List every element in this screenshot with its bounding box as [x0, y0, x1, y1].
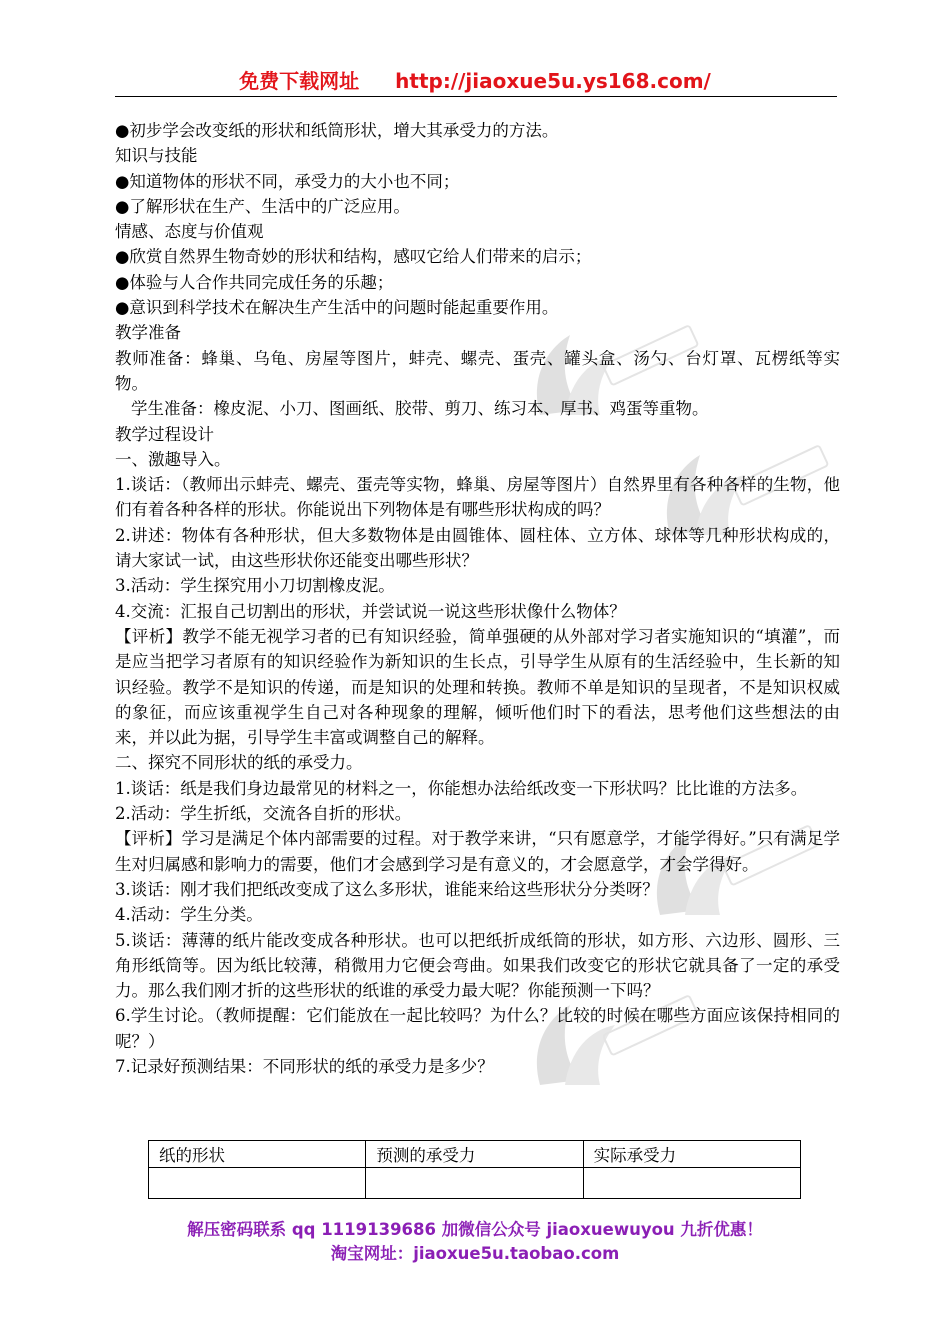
prediction-table	[148, 1140, 801, 1199]
header-banner	[115, 68, 835, 94]
header-label: 免费下载网址	[239, 69, 360, 93]
paragraph: 教师准备：蜂巢、乌龟、房屋等图片，蚌壳、螺壳、蛋壳、罐头盒、汤勺、台灯罩、瓦楞纸等实物。	[115, 348, 840, 393]
section-heading: 情感、态度与价值观	[115, 222, 264, 242]
commentary-paragraph: 【评析】教学不能无视学习者的已有知识经验，简单强硬的从外部对学习者实施知识的“填灌”，而是应当把学习者原有的知识经验作为新知识的生长点，引导学生从原有的生活经验中，生长新的知识经验。教学不是知识的传递，而是知识的处理和转换。教师不单是知识的呈现者，不是知识权威的象征，而应该重视学生自己对各种现象的理解，倾听他们时下的看法，思考他们这些想法的由来，并以此为据，引导学生丰富或调整自己的解释。	[115, 626, 840, 748]
paragraph: ●知道物体的形状不同，承受力的大小也不同；	[115, 171, 460, 191]
footer-contact-line: 解压密码联系 qq 1119139686 加微信公众号 jiaoxuewuyou 九折优惠！	[187, 1220, 763, 1239]
paragraph: 7.记录好预测结果：不同形状的纸的承受力是多少？	[115, 1056, 494, 1076]
section-heading: 二、探究不同形状的纸的承受力。	[115, 753, 363, 773]
paragraph: 学生准备：橡皮泥、小刀、图画纸、胶带、剪刀、练习本、厚书、鸡蛋等重物。	[131, 399, 709, 419]
paragraph: 6.学生讨论。（教师提醒：它们能放在一起比较吗？为什么？比较的时候在哪些方面应该保持相同的呢？）	[115, 1006, 840, 1051]
table-cell	[366, 1168, 583, 1199]
paragraph: 2.活动：学生折纸，交流各自折的形状。	[115, 804, 412, 824]
paragraph: ●体验与人合作共同完成任务的乐趣；	[115, 272, 394, 292]
paragraph: 4.交流：汇报自己切割出的形状，并尝试说一说这些形状像什么物体？	[115, 601, 626, 621]
table-header-cell: 实际承受力	[583, 1141, 800, 1168]
paragraph: 4.活动：学生分类。	[115, 905, 263, 925]
paragraph: 1.谈话：（教师出示蚌壳、螺壳、蛋壳等实物，蜂巢、房屋等图片）自然界里有各种各样的生物，他们有着各种各样的形状。你能说出下列物体是有哪些形状构成的吗？	[115, 475, 840, 520]
document-body	[115, 118, 840, 1079]
header-url-link[interactable]: http://jiaoxue5u.ys168.com/	[395, 69, 711, 93]
table-header-row	[149, 1141, 801, 1168]
paragraph: ●欣赏自然界生物奇妙的形状和结构，感叹它给人们带来的启示；	[115, 247, 592, 267]
table-header-cell: 纸的形状	[149, 1141, 366, 1168]
section-heading: 知识与技能	[115, 146, 198, 166]
paragraph: 3.活动：学生探究用小刀切割橡皮泥。	[115, 576, 395, 596]
paragraph: 3.谈话：刚才我们把纸改变成了这么多形状，谁能来给这些形状分分类呀？	[115, 879, 659, 899]
header-divider	[115, 96, 837, 97]
section-heading: 教学准备	[115, 323, 181, 343]
paragraph: ●意识到科学技术在解决生产生活中的问题时能起重要作用。	[115, 298, 559, 318]
paragraph: 1.谈话：纸是我们身边最常见的材料之一，你能想办法给纸改变一下形状吗？比比谁的方法多。	[115, 778, 808, 798]
paragraph: ●了解形状在生产、生活中的广泛应用。	[115, 196, 410, 216]
section-heading: 一、激趣导入。	[115, 449, 231, 469]
table-cell	[583, 1168, 800, 1199]
section-heading: 教学过程设计	[115, 424, 214, 444]
paragraph: 2.讲述：物体有各种形状，但大多数物体是由圆锥体、圆柱体、立方体、球体等几种形状构成的，请大家试一试，由这些形状你还能变出哪些形状？	[115, 525, 840, 571]
paragraph: ●初步学会改变纸的形状和纸筒形状，增大其承受力的方法。	[115, 121, 559, 140]
paragraph: 5.谈话：薄薄的纸片能改变成各种形状。也可以把纸折成纸筒的形状，如方形、六边形、圆形、三角形纸筒等。因为纸比较薄，稍微用力它便会弯曲。如果我们改变它的形状它就具备了一定的承受力。那么我们刚才折的这些形状的纸谁的承受力最大呢？你能预测一下吗？	[115, 930, 840, 1001]
table-header-cell: 预测的承受力	[366, 1141, 583, 1168]
table-row	[149, 1168, 801, 1199]
footer-taobao-link[interactable]: 淘宝网址：jiaoxue5u.taobao.com	[330, 1244, 620, 1263]
table-cell	[149, 1168, 366, 1199]
commentary-paragraph: 【评析】学习是满足个体内部需要的过程。对于教学来讲，“只有愿意学，才能学得好。”只有满足学生对归属感和影响力的需要，他们才会感到学习是有意义的，才会愿意学，才会学得好。	[115, 829, 840, 874]
